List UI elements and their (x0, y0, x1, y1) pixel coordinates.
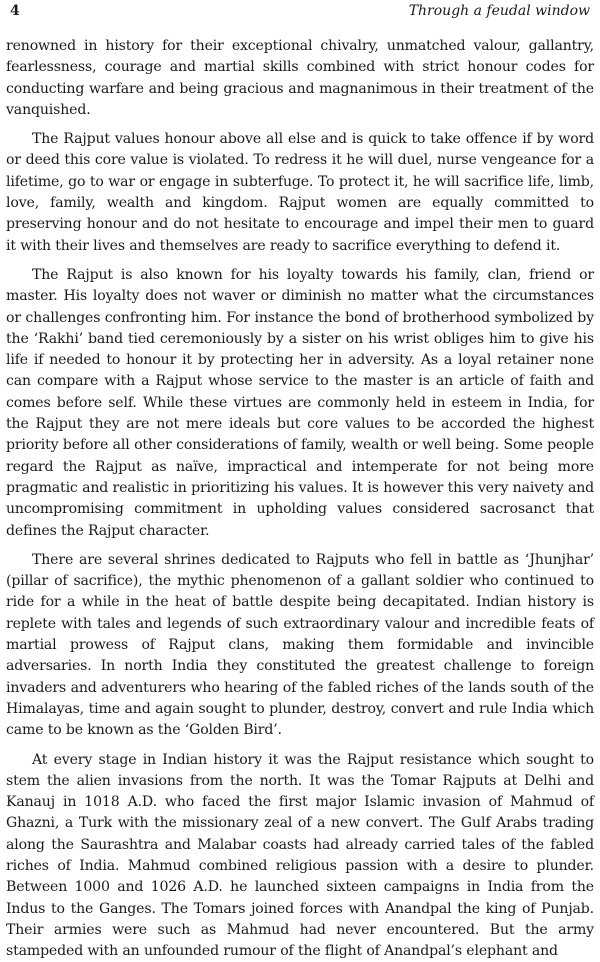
paragraph-honour: The Rajput values honour above all else and is quick to take offence if by word or deed this core value is violated. To redress it he will duel, nurse vengeance for a lifetime, go to war or engage in subterfuge. To protect it, he will sacrifice life, limb, love, family, wealth and kingdom. Rajput women are equally committed to preserving honour and do not hesitate to encourage and impel their men to guard it with their lives and themselves are ready to sacrifice everything to defend it. (6, 129, 594, 257)
paragraph-continued: renowned in history for their exceptional chivalry, unmatched valour, gallantry, fearlessness, courage and martial skills combined with strict honour codes for conducting warfare and being gracious and magnanimous in their treatment of the vanquished. (6, 36, 594, 121)
body-text (6, 36, 594, 962)
running-title: Through a feudal window (409, 0, 590, 22)
paragraph-loyalty: The Rajput is also known for his loyalty towards his family, clan, friend or master. His loyalty does not waver or diminish no matter what the circumstances or challenges confronting him. For instance the bond of brotherhood symbolized by the ‘Rakhi’ band tied ceremoniously by a sister on his wrist obliges him to give his life if needed to honour it by protecting her in adversity. As a loyal retainer none can compare with a Rajput whose service to the master is an article of faith and comes before self. While these virtues are commonly held in esteem in India, for the Rajput they are not mere ideals but core values to be accorded the highest priority before all other considerations of family, wealth or well being. Some people regard the Rajput as naïve, impractical and intemperate for not being more pragmatic and realistic in prioritizing his values. It is however this very naivety and uncompromising commitment in upholding values considered sacrosanct that defines the Rajput character. (6, 265, 594, 542)
running-head (6, 0, 594, 22)
page-number: 4 (10, 0, 20, 22)
paragraph-resistance: At every stage in Indian history it was the Rajput resistance which sought to stem the alien invasions from the north. It was the Tomar Rajputs at Delhi and Kanauj in 1018 A.D. who faced the first major Islamic invasion of Mahmud of Ghazni, a Turk with the missionary zeal of a new convert. The Gulf Arabs trading along the Saurashtra and Malabar coasts had already carried tales of the fabled riches of India. Mahmud combined religious passion with a desire to plunder. Between 1000 and 1026 A.D. he launched sixteen campaigns in India from the Indus to the Ganges. The Tomars joined forces with Anandpal the king of Punjab. Their armies were such as Mahmud had never encountered. But the army stampeded with an unfounded rumour of the flight of Anandpal’s elephant and (6, 750, 594, 962)
paragraph-shrines: There are several shrines dedicated to Rajputs who fell in battle as ‘Jhunjhar’ (pillar of sacrifice), the mythic phenomenon of a gallant soldier who continued to ride for a while in the heat of battle despite being decapitated. Indian history is replete with tales and legends of such extraordinary valour and incredible feats of martial prowess of Rajput clans, making them formidable and invincible adversaries. In north India they constituted the greatest challenge to foreign invaders and adventurers who hearing of the fabled riches of the lands south of the Himalayas, time and again sought to plunder, destroy, convert and rule India which came to be known as the ‘Golden Bird’. (6, 550, 594, 742)
